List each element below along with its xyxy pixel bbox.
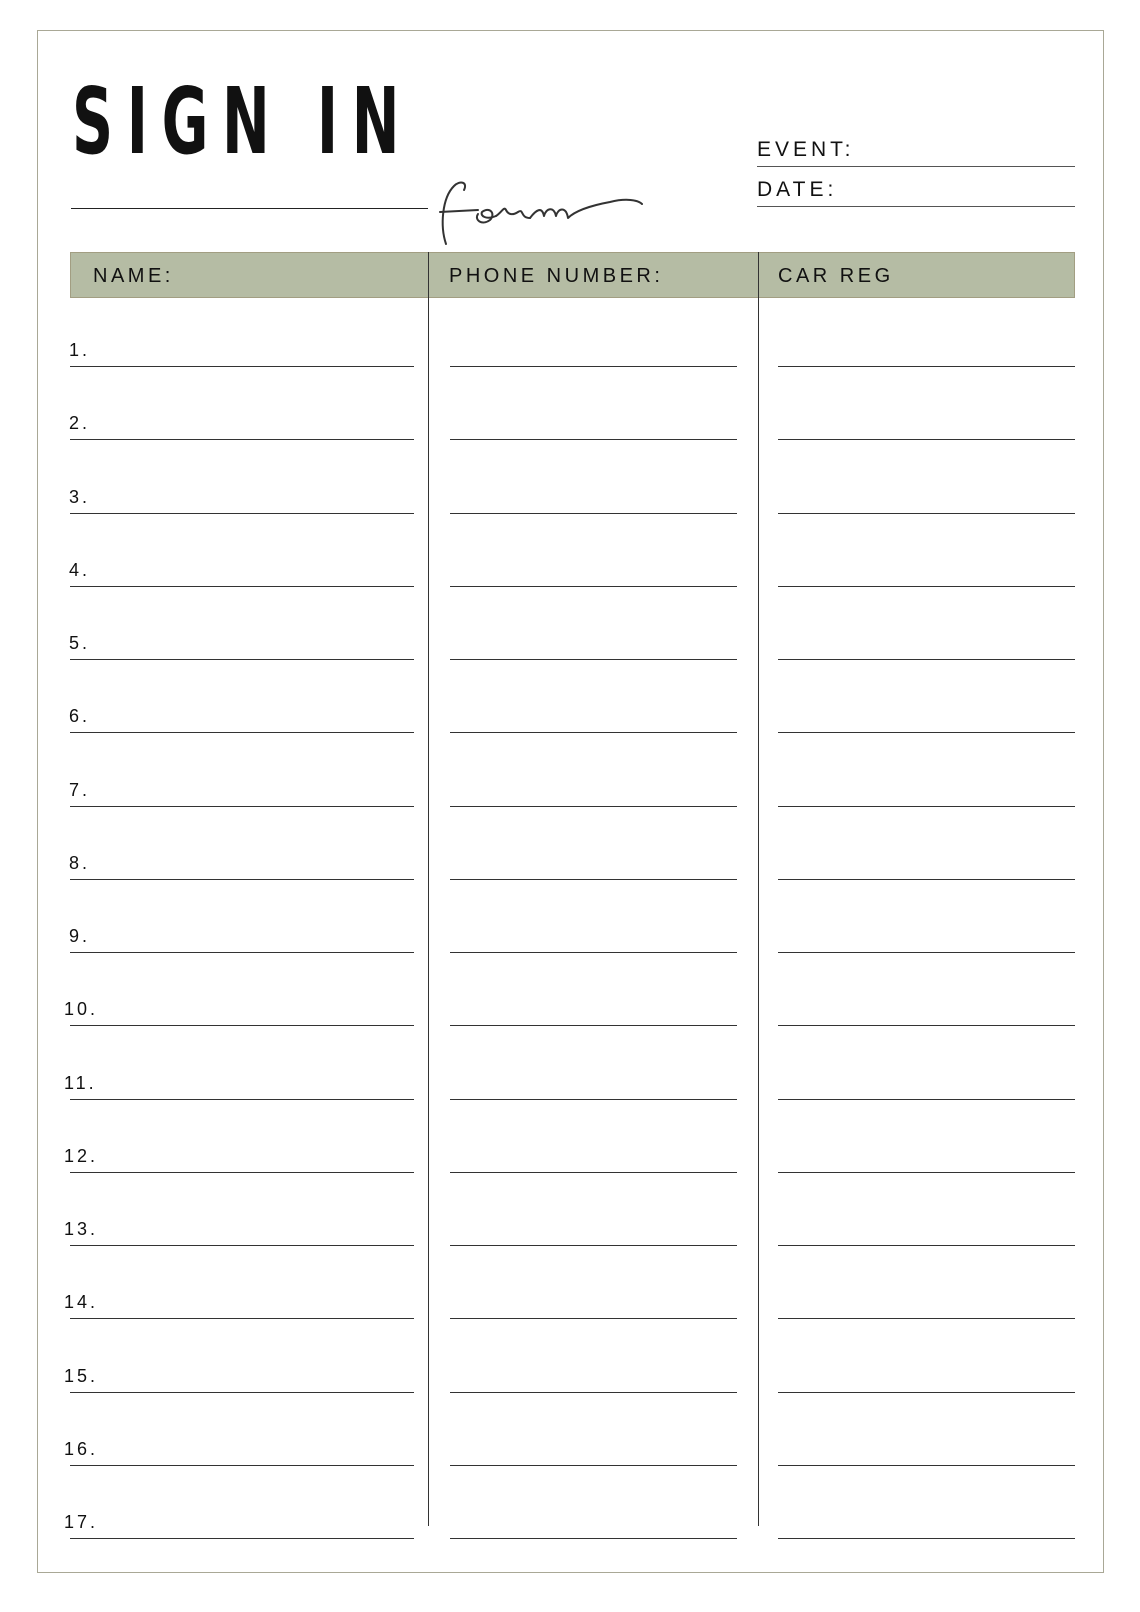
name-entry-line[interactable]: [70, 586, 414, 587]
name-entry-line[interactable]: [70, 1318, 414, 1319]
car-reg-entry-line[interactable]: [778, 1538, 1075, 1539]
row-number: 2.: [69, 413, 91, 434]
car-reg-entry-line[interactable]: [778, 1245, 1075, 1246]
car-reg-entry-line[interactable]: [778, 1172, 1075, 1173]
name-entry-line[interactable]: [70, 952, 414, 953]
table-row: [0, 547, 1140, 587]
table-row: [0, 327, 1140, 367]
row-number: 15.: [64, 1365, 99, 1386]
table-row: [0, 1353, 1140, 1393]
table-row: [0, 693, 1140, 733]
name-entry-line[interactable]: [70, 732, 414, 733]
table-row: [0, 1499, 1140, 1539]
name-entry-line[interactable]: [70, 1172, 414, 1173]
phone-entry-line[interactable]: [450, 513, 737, 514]
table-row: [0, 1060, 1140, 1100]
event-label: EVENT:: [757, 138, 855, 161]
phone-entry-line[interactable]: [450, 1465, 737, 1466]
table-row: [0, 1206, 1140, 1246]
column-header-car-reg: CAR REG: [778, 265, 894, 287]
car-reg-entry-line[interactable]: [778, 659, 1075, 660]
table-row: [0, 1279, 1140, 1319]
table-row: [0, 1133, 1140, 1173]
phone-entry-line[interactable]: [450, 1318, 737, 1319]
row-number: 17.: [64, 1512, 99, 1532]
page-title: SIGN IN: [72, 68, 414, 175]
car-reg-entry-line[interactable]: [778, 586, 1075, 587]
row-number: 9.: [69, 926, 91, 946]
phone-entry-line[interactable]: [450, 732, 737, 733]
phone-entry-line[interactable]: [450, 366, 737, 367]
car-reg-entry-line[interactable]: [778, 439, 1075, 440]
car-reg-entry-line[interactable]: [778, 732, 1075, 733]
car-reg-entry-line[interactable]: [778, 1392, 1075, 1393]
table-row: [0, 1426, 1140, 1466]
name-entry-line[interactable]: [70, 806, 414, 807]
table-row: [0, 913, 1140, 953]
car-reg-entry-line[interactable]: [778, 1318, 1075, 1319]
name-entry-line[interactable]: [70, 1025, 414, 1026]
phone-entry-line[interactable]: [450, 1538, 737, 1539]
row-number: 1.: [69, 340, 91, 360]
name-entry-line[interactable]: [70, 1538, 414, 1539]
name-entry-line[interactable]: [70, 1245, 414, 1246]
phone-entry-line[interactable]: [450, 659, 737, 660]
name-entry-line[interactable]: [70, 879, 414, 880]
row-number: 16.: [64, 1438, 99, 1459]
column-header-phone: PHONE NUMBER:: [449, 265, 664, 287]
phone-entry-line[interactable]: [450, 439, 737, 440]
phone-entry-line[interactable]: [450, 1172, 737, 1173]
row-number: 13.: [64, 1219, 99, 1239]
row-number: 11.: [64, 1072, 97, 1093]
phone-entry-line[interactable]: [450, 1245, 737, 1246]
car-reg-entry-line[interactable]: [778, 513, 1075, 514]
table-row: [0, 767, 1140, 807]
phone-entry-line[interactable]: [450, 1392, 737, 1393]
row-number: 3.: [69, 486, 91, 507]
car-reg-entry-line[interactable]: [778, 879, 1075, 880]
name-entry-line[interactable]: [70, 659, 414, 660]
phone-entry-line[interactable]: [450, 586, 737, 587]
name-entry-line[interactable]: [70, 513, 414, 514]
table-row: [0, 986, 1140, 1026]
phone-entry-line[interactable]: [450, 1099, 737, 1100]
car-reg-entry-line[interactable]: [778, 1025, 1075, 1026]
column-header-name: NAME:: [93, 265, 174, 287]
car-reg-entry-line[interactable]: [778, 952, 1075, 953]
phone-entry-line[interactable]: [450, 952, 737, 953]
date-label: DATE:: [757, 178, 838, 201]
row-number: 6.: [69, 706, 91, 727]
table-row: [0, 620, 1140, 660]
name-entry-line[interactable]: [70, 1392, 414, 1393]
table-row: [0, 840, 1140, 880]
car-reg-entry-line[interactable]: [778, 806, 1075, 807]
row-number: 14.: [64, 1292, 99, 1313]
car-reg-entry-line[interactable]: [778, 1465, 1075, 1466]
row-number: 12.: [64, 1145, 99, 1166]
phone-entry-line[interactable]: [450, 806, 737, 807]
name-entry-line[interactable]: [70, 1465, 414, 1466]
row-number: 8.: [69, 852, 91, 873]
name-entry-line[interactable]: [70, 1099, 414, 1100]
row-number: 4.: [69, 559, 91, 580]
row-number: 10.: [64, 999, 99, 1020]
phone-entry-line[interactable]: [450, 879, 737, 880]
name-entry-line[interactable]: [70, 439, 414, 440]
table-row: [0, 400, 1140, 440]
name-entry-line[interactable]: [70, 366, 414, 367]
car-reg-entry-line[interactable]: [778, 1099, 1075, 1100]
phone-entry-line[interactable]: [450, 1025, 737, 1026]
table-row: [0, 474, 1140, 514]
car-reg-entry-line[interactable]: [778, 366, 1075, 367]
row-number: 5.: [69, 633, 91, 653]
row-number: 7.: [69, 779, 91, 800]
